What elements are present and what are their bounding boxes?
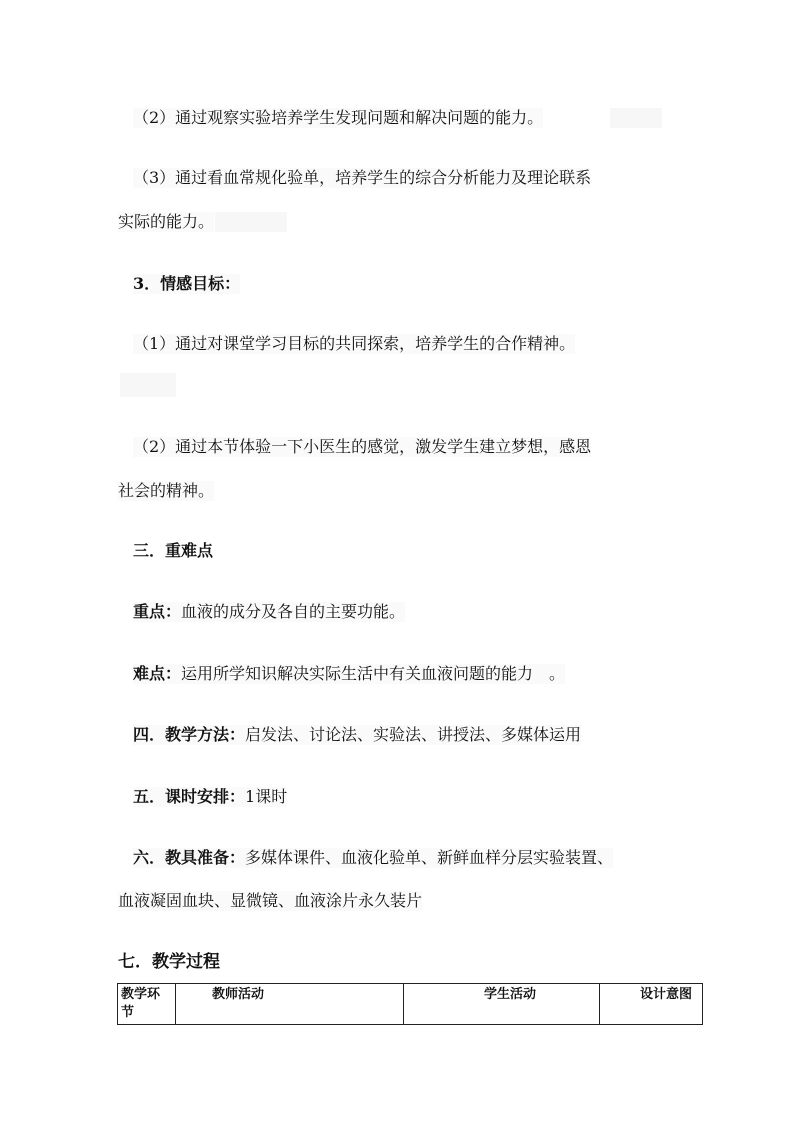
difficult-point-text: 运用所学知识解决实际生活中有关血液问题的能力 。	[181, 664, 566, 683]
skill-item-2: （2）通过观察实验培养学生发现问题和解决问题的能力。	[133, 108, 544, 127]
section-heading-key-points: 三．重难点	[133, 541, 214, 560]
emotion-item-2-line2: 社会的精神。	[118, 481, 215, 500]
teaching-methods-label: 四．教学方法：	[133, 725, 246, 744]
emotion-heading: 3．情感目标：	[133, 274, 241, 293]
table-header-row	[118, 984, 703, 1025]
emotion-item-2-line1: （2）通过本节体验一下小医生的感觉，激发学生建立梦想，感恩	[133, 437, 592, 456]
teaching-methods-text: 启发法、讨论法、实验法、讲授法、多媒体运用	[245, 725, 582, 744]
difficult-point	[133, 664, 565, 684]
teaching-tools-label: 六．教具准备：	[133, 848, 246, 867]
emotion-item-1: （1）通过对课堂学习目标的共同探索，培养学生的合作精神。	[133, 334, 576, 353]
class-schedule-label: 五．课时安排：	[133, 787, 246, 806]
key-point-label: 重点：	[133, 602, 182, 621]
section-heading-process: 七．教学过程	[118, 952, 220, 972]
header-teacher-activity: 教师活动	[176, 984, 404, 1025]
class-schedule-text: 1课时	[245, 787, 288, 806]
teaching-process-table	[117, 983, 703, 1025]
key-point	[133, 602, 405, 622]
shaded-gap	[610, 108, 662, 128]
difficult-point-label: 难点：	[133, 664, 182, 683]
header-design-intent: 设计意图	[600, 984, 703, 1025]
skill-item-3-line1: （3）通过看血常规化验单，培养学生的综合分析能力及理论联系	[133, 168, 592, 187]
key-point-text: 血液的成分及各自的主要功能。	[181, 602, 406, 621]
shaded-gap	[120, 373, 176, 397]
teaching-tools-line2: 血液凝固血块、显微镜、血液涂片永久装片	[118, 891, 423, 910]
teaching-methods	[133, 725, 581, 745]
teaching-tools-text: 多媒体课件、血液化验单、新鲜血样分层实验装置、	[245, 848, 614, 867]
header-stage: 教学环节	[118, 984, 176, 1025]
teaching-tools-line1	[133, 848, 613, 868]
header-student-activity: 学生活动	[404, 984, 600, 1025]
shaded-gap	[215, 212, 287, 232]
skill-item-3-line2: 实际的能力。	[118, 212, 215, 231]
class-schedule	[133, 787, 287, 807]
